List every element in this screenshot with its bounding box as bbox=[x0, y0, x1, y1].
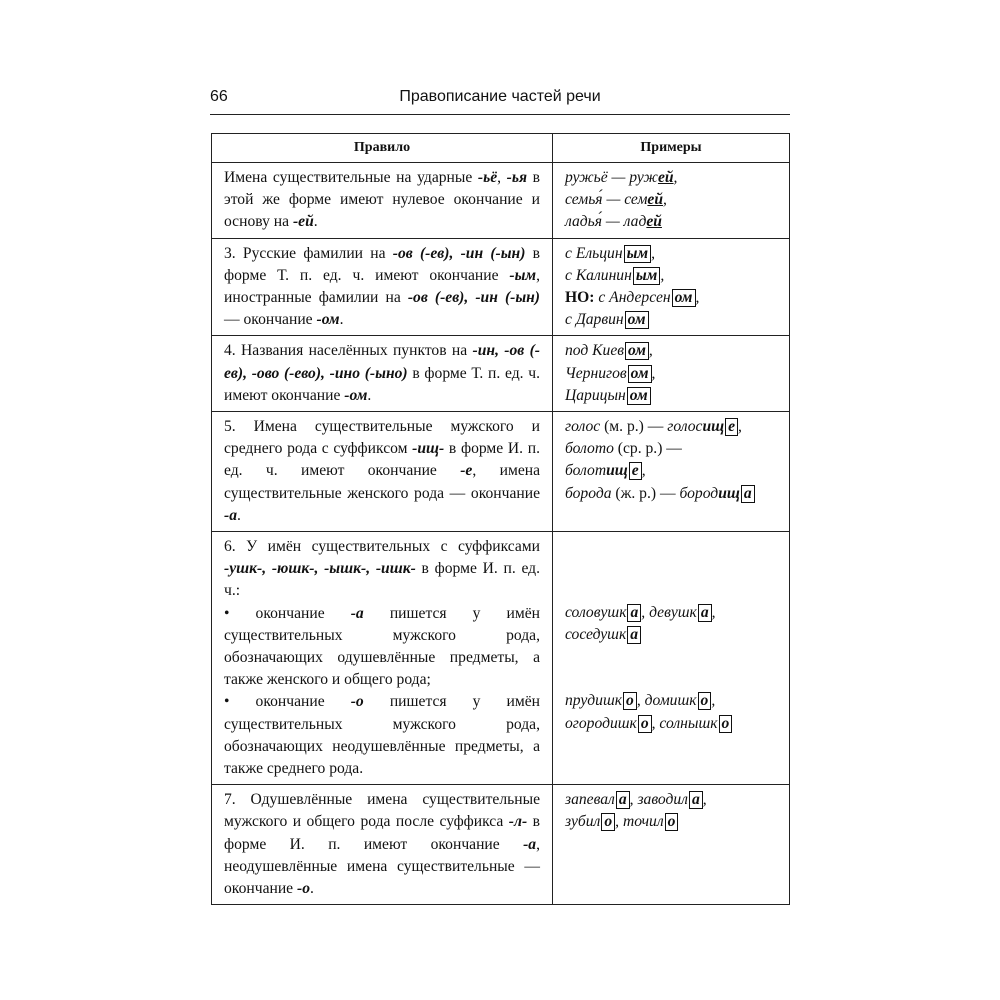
example: болотищ е , bbox=[565, 462, 646, 480]
ending-box: а bbox=[627, 604, 641, 622]
ending-box: ом bbox=[625, 342, 649, 360]
example: ружьё — ружей, bbox=[565, 169, 678, 186]
ending-box: о bbox=[665, 813, 679, 831]
example: семья́ — семей, bbox=[565, 191, 667, 209]
examples-cell bbox=[553, 163, 790, 239]
ending-box: о bbox=[623, 692, 637, 710]
ending-box: а bbox=[698, 604, 712, 622]
rule-cell: 4. Названия населённых пунктов на -ин, -ов (-ев), -ово (-ево), -ино (-ыно) в форме Т. п. ед. ч. имеют окончание -ом. bbox=[212, 336, 553, 412]
ending-box: ом bbox=[627, 387, 651, 405]
example: прудишк о , домишк о , bbox=[565, 692, 716, 710]
example: огородишк о , солнышк о bbox=[565, 713, 783, 735]
examples-cell bbox=[553, 336, 790, 412]
running-title: Правописание частей речи bbox=[399, 88, 601, 105]
table-row bbox=[212, 336, 790, 412]
table-row bbox=[212, 532, 790, 785]
example: с Ельцин ым , bbox=[565, 244, 655, 262]
example: соловушк а , девушк а , bbox=[565, 604, 716, 622]
ending-box: о bbox=[638, 715, 652, 733]
ending-box: а bbox=[627, 626, 641, 644]
ending-box: ом bbox=[625, 311, 649, 329]
ending-box: е bbox=[725, 418, 738, 436]
example: зубил о , точил о bbox=[565, 811, 783, 833]
ending-box: ом bbox=[628, 365, 652, 383]
example: под Киев ом , bbox=[565, 342, 653, 360]
table-row bbox=[212, 785, 790, 905]
example: соседушк а bbox=[565, 624, 783, 646]
example: с Калинин ым , bbox=[565, 266, 665, 284]
rule-cell: 5. Имена существительные мужского и среднего рода с суффиксом -ищ- в форме И. п. ед. ч. имеют окончание -е, имена существительные женского рода — окончание -а. bbox=[212, 412, 553, 532]
ending-box: а bbox=[616, 791, 630, 809]
rule-cell: 3. Русские фамилии на -ов (-ев), -ин (-ын) в форме Т. п. ед. ч. имеют окончание -ым, иностранные фамилии на -ов (-ев), -ин (-ын) — окончание -ом. bbox=[212, 238, 553, 336]
table-row bbox=[212, 238, 790, 336]
ending-box: а bbox=[741, 485, 755, 503]
example: борода (ж. р.) — бородищ а bbox=[565, 483, 783, 505]
example: с Дарвин ом bbox=[565, 309, 783, 331]
rule-cell: Имена существительные на ударные -ьё, -ья в этой же форме имеют нулевое окончание и основу на -ей. bbox=[212, 163, 553, 239]
ending-box: ом bbox=[672, 289, 696, 307]
example: болото (ср. р.) — bbox=[565, 440, 682, 458]
example: Чернигов ом , bbox=[565, 364, 656, 382]
table-row bbox=[212, 412, 790, 532]
example: Царицын ом bbox=[565, 385, 783, 407]
rule-cell: 6. У имён существительных с суффиксами -ушк-, -юшк-, -ышк-, -ишк- в форме И. п. ед. ч.: • окончание -а пишется у имён существительных мужского рода, обозначающих одушевлённые предметы, а также женского и общего рода; • окончание -о пишется у имён существительных мужского рода, обозначающих неодушевлённые предметы, а также среднего рода. bbox=[212, 532, 553, 785]
rule-cell: 7. Одушевлённые имена существительные мужского и общего рода после суффикса -л- в форме И. п. имеют окончание -а, неодушевлённые имена существительные — окончание -о. bbox=[212, 785, 553, 905]
page-header bbox=[210, 88, 790, 115]
table-row bbox=[212, 163, 790, 239]
example: НО: с Андерсен ом , bbox=[565, 289, 700, 307]
rules-table bbox=[211, 133, 790, 905]
ending-box: о bbox=[601, 813, 615, 831]
ending-box: е bbox=[629, 462, 642, 480]
examples-cell bbox=[553, 238, 790, 336]
examples-cell bbox=[553, 532, 790, 785]
ending-box: ым bbox=[624, 245, 652, 263]
ending-box: о bbox=[698, 692, 712, 710]
examples-cell bbox=[553, 785, 790, 905]
examples-cell bbox=[553, 412, 790, 532]
example: голос (м. р.) — голосищ е , bbox=[565, 418, 742, 436]
page-number: 66 bbox=[210, 88, 228, 105]
example: запевал а , заводил а , bbox=[565, 791, 707, 809]
column-header-rule: Правило bbox=[212, 134, 553, 163]
column-header-examples: Примеры bbox=[553, 134, 790, 163]
ending-box: о bbox=[719, 715, 733, 733]
table-header-row bbox=[212, 134, 790, 163]
example: ладья́ — ладей bbox=[565, 213, 662, 231]
ending-box: а bbox=[689, 791, 703, 809]
ending-box: ым bbox=[633, 267, 661, 285]
